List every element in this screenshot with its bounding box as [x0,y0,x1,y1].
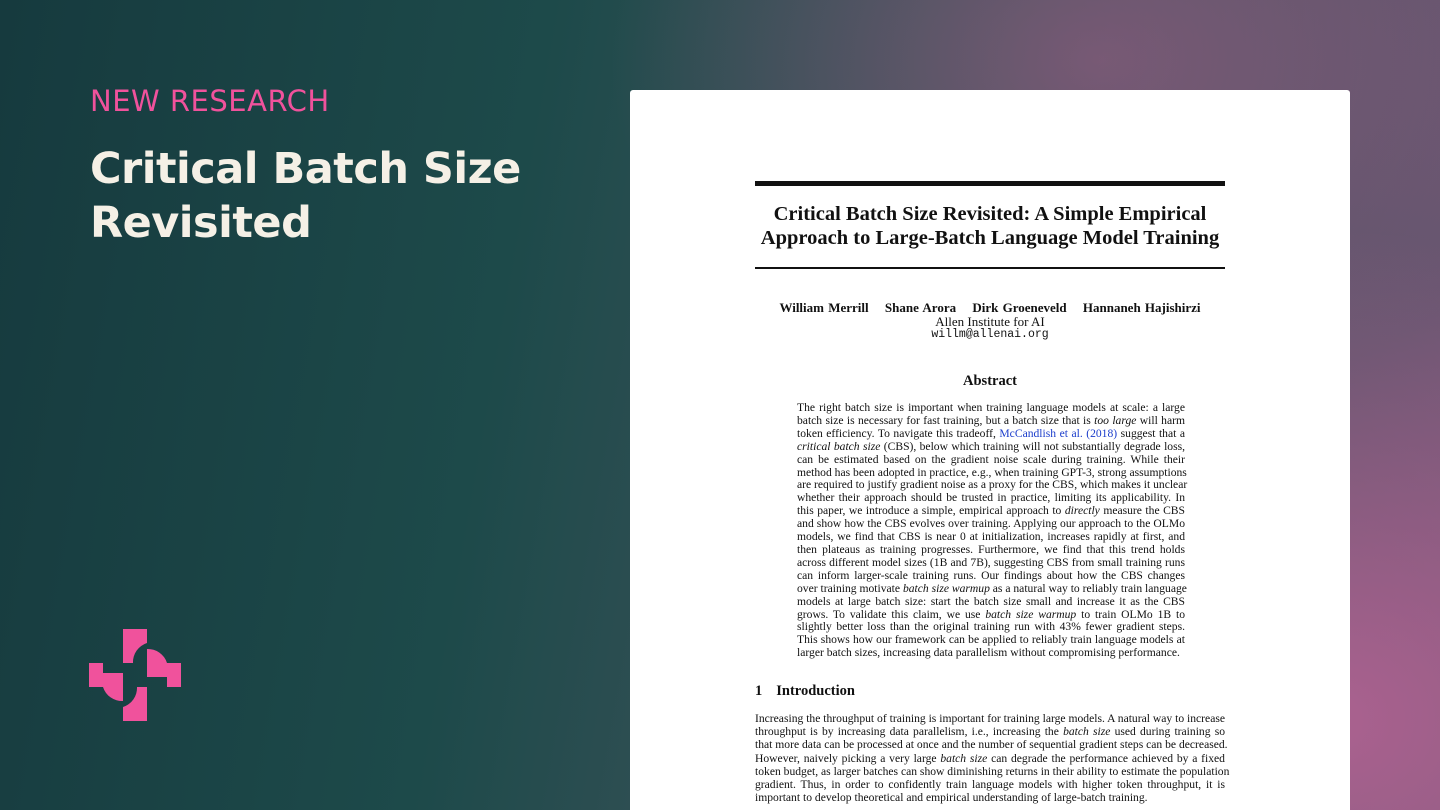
abstract-line: can be estimated based on the gradient noise scale during training. While their [797,452,1185,466]
eyebrow-label: NEW RESEARCH [90,84,330,118]
author-email: willm@allenai.org [931,328,1049,341]
author-name: Hannaneh Hajishirzi [1082,300,1201,315]
abstract-line: grows. To validate this claim, we use batch size warmup to train OLMo 1B to [797,607,1185,621]
introduction-line: token budget, as larger batches can show diminishing returns in their ability to estimate the population [755,764,1230,778]
section-number: 1 [755,683,763,699]
abstract-line: method has been adopted in practice, e.g., when training GPT-3, strong assumptions [797,465,1187,479]
introduction-line: important to develop theoretical and empirical understanding of large-batch training. [755,791,1148,805]
paper-preview [630,90,1350,810]
author-name: William Merrill [779,300,869,315]
abstract-heading: Abstract [963,373,1017,389]
abstract-line: token efficiency. To navigate this tradeoff, McCandlish et al. (2018) suggest that a [797,426,1185,440]
abstract-line: models, we find that CBS is near 0 at initialization, increases rapidly at first, and [797,530,1185,544]
introduction-line: throughput is by increasing data parallelism, i.e., increasing the batch size used during training so [755,725,1225,739]
affiliation: Allen Institute for AI [935,314,1045,329]
paper-title-line: Critical Batch Size Revisited: A Simple Empirical [773,203,1207,225]
introduction-line: that more data can be processed at once and the number of sequential gradient steps can be decreased. [755,738,1228,752]
title-bottom-rule [755,267,1225,269]
abstract-line: can inform larger-scale training runs. Our findings about how the CBS changes [797,568,1185,582]
abstract-line: this paper, we introduce a simple, empirical approach to directly measure the CBS [797,504,1185,518]
headline: Critical Batch Size Revisited [90,144,521,248]
abstract-line: slightly better loss than the original training run with 43% fewer gradient steps. [797,620,1185,634]
abstract-line: across different model sizes (1B and 7B), suggesting CBS from small training runs [797,555,1185,569]
introduction-line: gradient. Thus, in order to confidently train language models with higher token throughput, it is [755,778,1225,792]
abstract-line: critical batch size (CBS), below which training will not substantially degrade loss, [797,439,1186,453]
introduction-body [755,712,1230,805]
author-name: Dirk Groeneveld [972,300,1067,315]
abstract-line: larger batch sizes, increasing data parallelism without compromising performance. [797,646,1180,660]
abstract-body [797,401,1188,660]
author-name: Shane Arora [884,300,957,315]
section-heading [755,683,855,700]
abstract-line: then plateaus as training progresses. Furthermore, we find that this trend holds [797,542,1185,556]
abstract-line: are required to justify gradient noise as a proxy for the CBS, which makes it unclear [797,478,1188,492]
introduction-line: However, naively picking a very large batch size can degrade the performance achieved by a fixed [755,751,1225,765]
abstract-line: whether their approach should be trusted in practice, limiting its applicability. In [797,491,1185,505]
paper-title-line: Approach to Large-Batch Language Model Training [760,227,1220,249]
abstract-line: The right batch size is important when training language models at scale: a large [797,401,1185,414]
abstract-line: This shows how our framework can be applied to reliably train language models at [797,633,1185,647]
abstract-line: batch size is necessary for fast training, but a batch size that is too large will harm [797,413,1185,427]
paper-title [740,202,1240,250]
four-petal-star-logo-icon [89,629,181,721]
abstract-line: models at large batch size: start the batch size small and increase it as the CBS [797,594,1185,608]
section-title: Introduction [776,683,855,699]
abstract-line: and show how the CBS evolves over training. Applying our approach to the OLMo [797,517,1185,531]
abstract-line: over training motivate batch size warmup as a natural way to reliably train language [797,581,1187,595]
title-top-rule [755,181,1225,186]
introduction-line: Increasing the throughput of training is important for training large models. A natural way to increase [755,712,1225,725]
